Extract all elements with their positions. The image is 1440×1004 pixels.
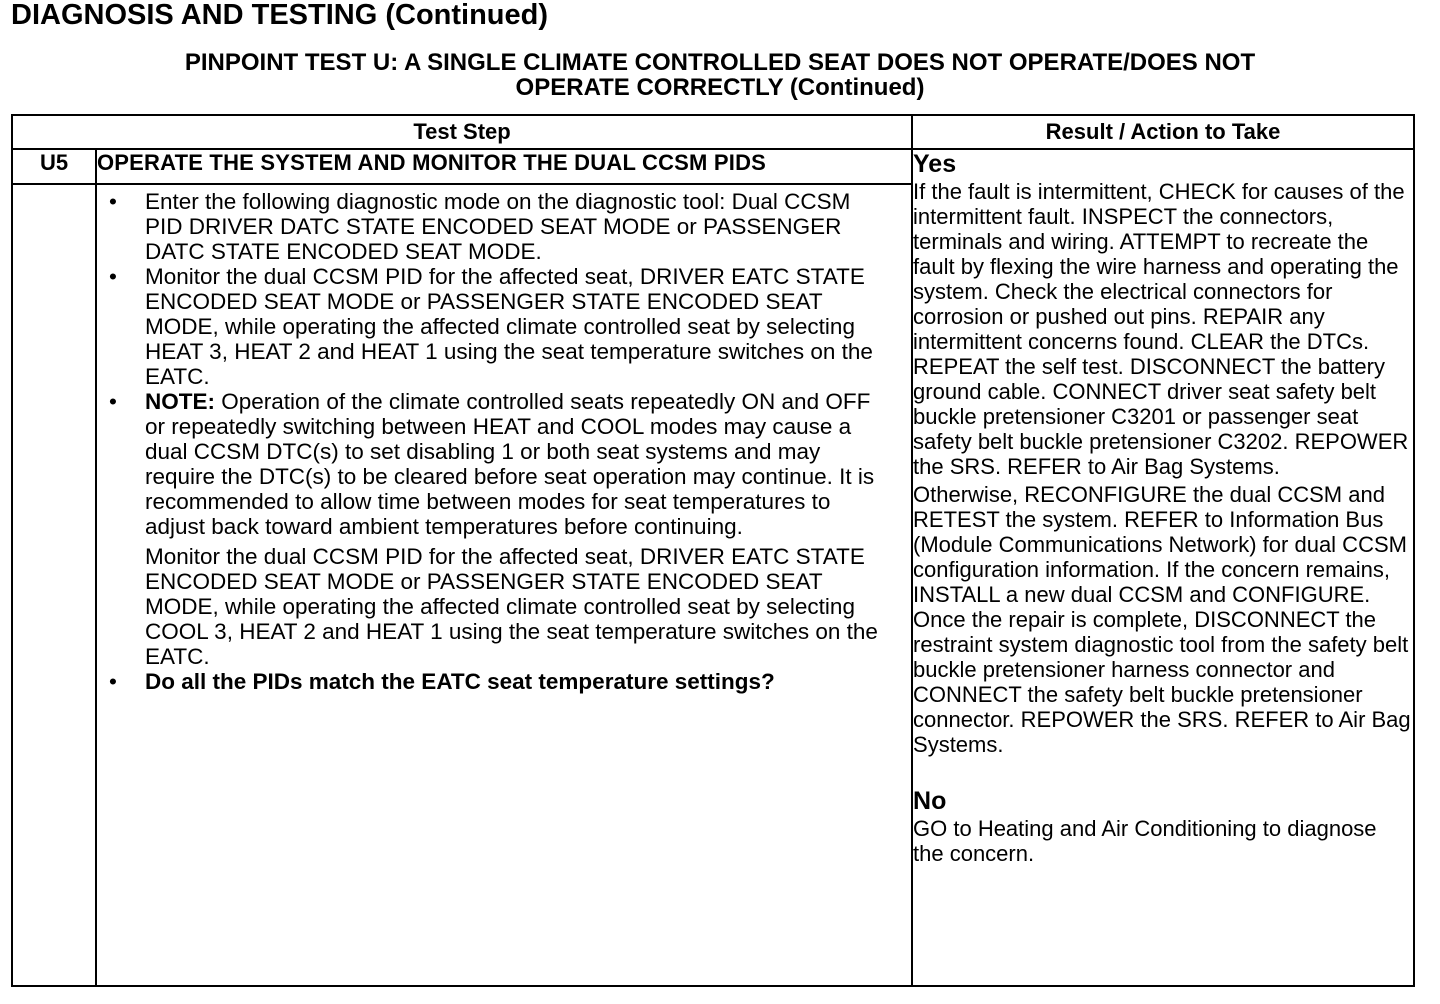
step-title: OPERATE THE SYSTEM AND MONITOR THE DUAL CCSM PIDS — [96, 149, 912, 184]
header-test-step: Test Step — [12, 115, 912, 149]
bullet-icon: • — [109, 189, 117, 214]
instruction-text: Monitor the dual CCSM PID for the affected seat, DRIVER EATC STATE ENCODED SEAT MODE or PASSENGER STATE ENCODED SEAT MODE, while operating the affected climate controlled seat by selecting HEAT 3, HEAT 2 and HEAT 1 using the seat temperature switches on the EATC. — [145, 264, 873, 389]
note-label: NOTE: — [145, 389, 215, 414]
yes-paragraph-2: Otherwise, RECONFIGURE the dual CCSM and RETEST the system. REFER to Information Bus (Module Communications Network) for dual CCSM configuration information. If the concern remains, INSTALL a new dual CCSM and CONFIGURE. Once the repair is complete, DISCONNECT the restraint system diagnostic tool from the safety belt buckle pretensioner harness connector and CONNECT the safety belt buckle pretensioner connector. REPOWER the SRS. REFER to Air Bag Systems. — [913, 482, 1411, 757]
yes-paragraph-1: If the fault is intermittent, CHECK for causes of the intermittent fault. INSPECT the connectors, terminals and wiring. ATTEMPT to recreate the fault by flexing the wire harness and operating the system. Check the electrical connectors for corrosion or pushed out pins. REPAIR any intermittent concerns found. CLEAR the DTCs. REPEAT the self test. DISCONNECT the battery ground cable. CONNECT driver seat safety belt buckle pretensioner C3201 or passenger seat safety belt buckle pretensioner C3202. REPOWER the SRS. REFER to Air Bag Systems. — [913, 179, 1409, 479]
instruction-list — [97, 189, 911, 694]
test-title-line-1: PINPOINT TEST U: A SINGLE CLIMATE CONTROLLED SEAT DOES NOT OPERATE/DOES NOT — [184, 49, 1256, 76]
no-paragraph: GO to Heating and Air Conditioning to diagnose the concern. — [913, 816, 1377, 866]
list-item — [97, 669, 911, 694]
table-header-row — [12, 115, 1414, 149]
bullet-icon: • — [109, 669, 117, 694]
pinpoint-test-table — [11, 114, 1415, 987]
note-text: Operation of the climate controlled seats repeatedly ON and OFF or repeatedly switching between HEAT and COOL modes may cause a dual CCSM DTC(s) to set disabling 1 or both seat systems and may require the DTC(s) to be cleared before seat operation may continue. It is recommended to allow time between modes for seat temperatures to adjust back toward ambient temperatures before continuing. — [145, 389, 875, 539]
step-id: U5 — [12, 149, 96, 184]
list-item — [97, 389, 911, 539]
bullet-icon: • — [109, 389, 117, 414]
step-instructions — [96, 184, 912, 986]
pinpoint-test-title — [40, 50, 1400, 100]
step-id-blank — [12, 184, 96, 986]
result-action-cell — [912, 149, 1414, 986]
bullet-icon: • — [109, 264, 117, 289]
list-item — [97, 539, 911, 669]
step-title-row — [12, 149, 1414, 184]
test-title-line-2: OPERATE CORRECTLY (Continued) — [515, 74, 925, 101]
list-item — [97, 189, 911, 264]
header-result-action: Result / Action to Take — [912, 115, 1414, 149]
step-question: Do all the PIDs match the EATC seat temperature settings? — [145, 669, 775, 694]
instruction-text: Monitor the dual CCSM PID for the affected seat, DRIVER EATC STATE ENCODED SEAT MODE or PASSENGER STATE ENCODED SEAT MODE, while operating the affected climate controlled seat by selecting COOL 3, HEAT 2 and HEAT 1 using the seat temperature switches on the EATC. — [145, 544, 878, 669]
no-label: No — [913, 787, 947, 815]
yes-label: Yes — [913, 150, 957, 178]
instruction-text: Enter the following diagnostic mode on the diagnostic tool: Dual CCSM PID DRIVER DATC STATE ENCODED SEAT MODE or PASSENGER DATC STATE ENCODED SEAT MODE. — [145, 189, 851, 264]
list-item — [97, 264, 911, 389]
section-heading: DIAGNOSIS AND TESTING (Continued) — [11, 0, 549, 31]
